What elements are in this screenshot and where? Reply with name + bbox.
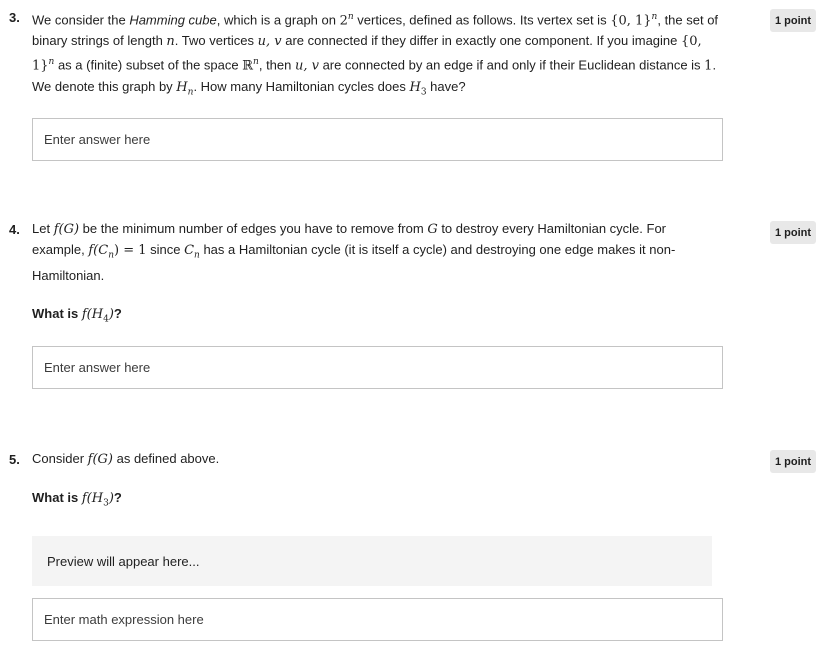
points-badge: 1 point (770, 221, 816, 244)
question-text: Consider f(G) as defined above. What is $f(H_3)$? (32, 449, 722, 514)
points-badge: 1 point (770, 450, 816, 473)
points-badge: 1 point (770, 9, 816, 32)
question-number: 5. (9, 452, 20, 467)
question-number: 3. (9, 10, 20, 25)
question-prompt: What is $f(H_3)$? (32, 490, 122, 509)
question-number: 4. (9, 222, 20, 237)
answer-input[interactable]: Enter answer here (32, 346, 723, 389)
question-prompt: What is $f(H_4)$? (32, 305, 122, 325)
question-text: Let f(G) be the minimum number of edges you have to remove from G to destroy every Hamiltonian cycle. For example, $f(C_n) = 1$ since $C_n$ has a Hamiltonian cycle (it is itself a cycle) and destroying one edge makes it non-Hamiltonian. What is $f(H_4)$? (32, 219, 722, 329)
answer-input[interactable]: Enter answer here (32, 118, 723, 161)
question-text: We consider the Hamming cube, which is a graph on 2$^n$ vertices, defined as follows. Its vertex set is {0, 1}$^n$, the set of binary strings of length n. Two vertices u, v are connected if they differ in exactly one component. If you imagine {0, 1}$^n$ as a (finite) subset of the space ℝ$^n$, then u, v are connected by an edge if and only if their Euclidean distance is 1. We denote this graph by $H_n$. How many Hamiltonian cycles does $H_3$ have? (32, 12, 719, 98)
math-expression-input[interactable]: Enter math expression here (32, 598, 723, 641)
math-preview: Preview will appear here... (32, 536, 712, 586)
